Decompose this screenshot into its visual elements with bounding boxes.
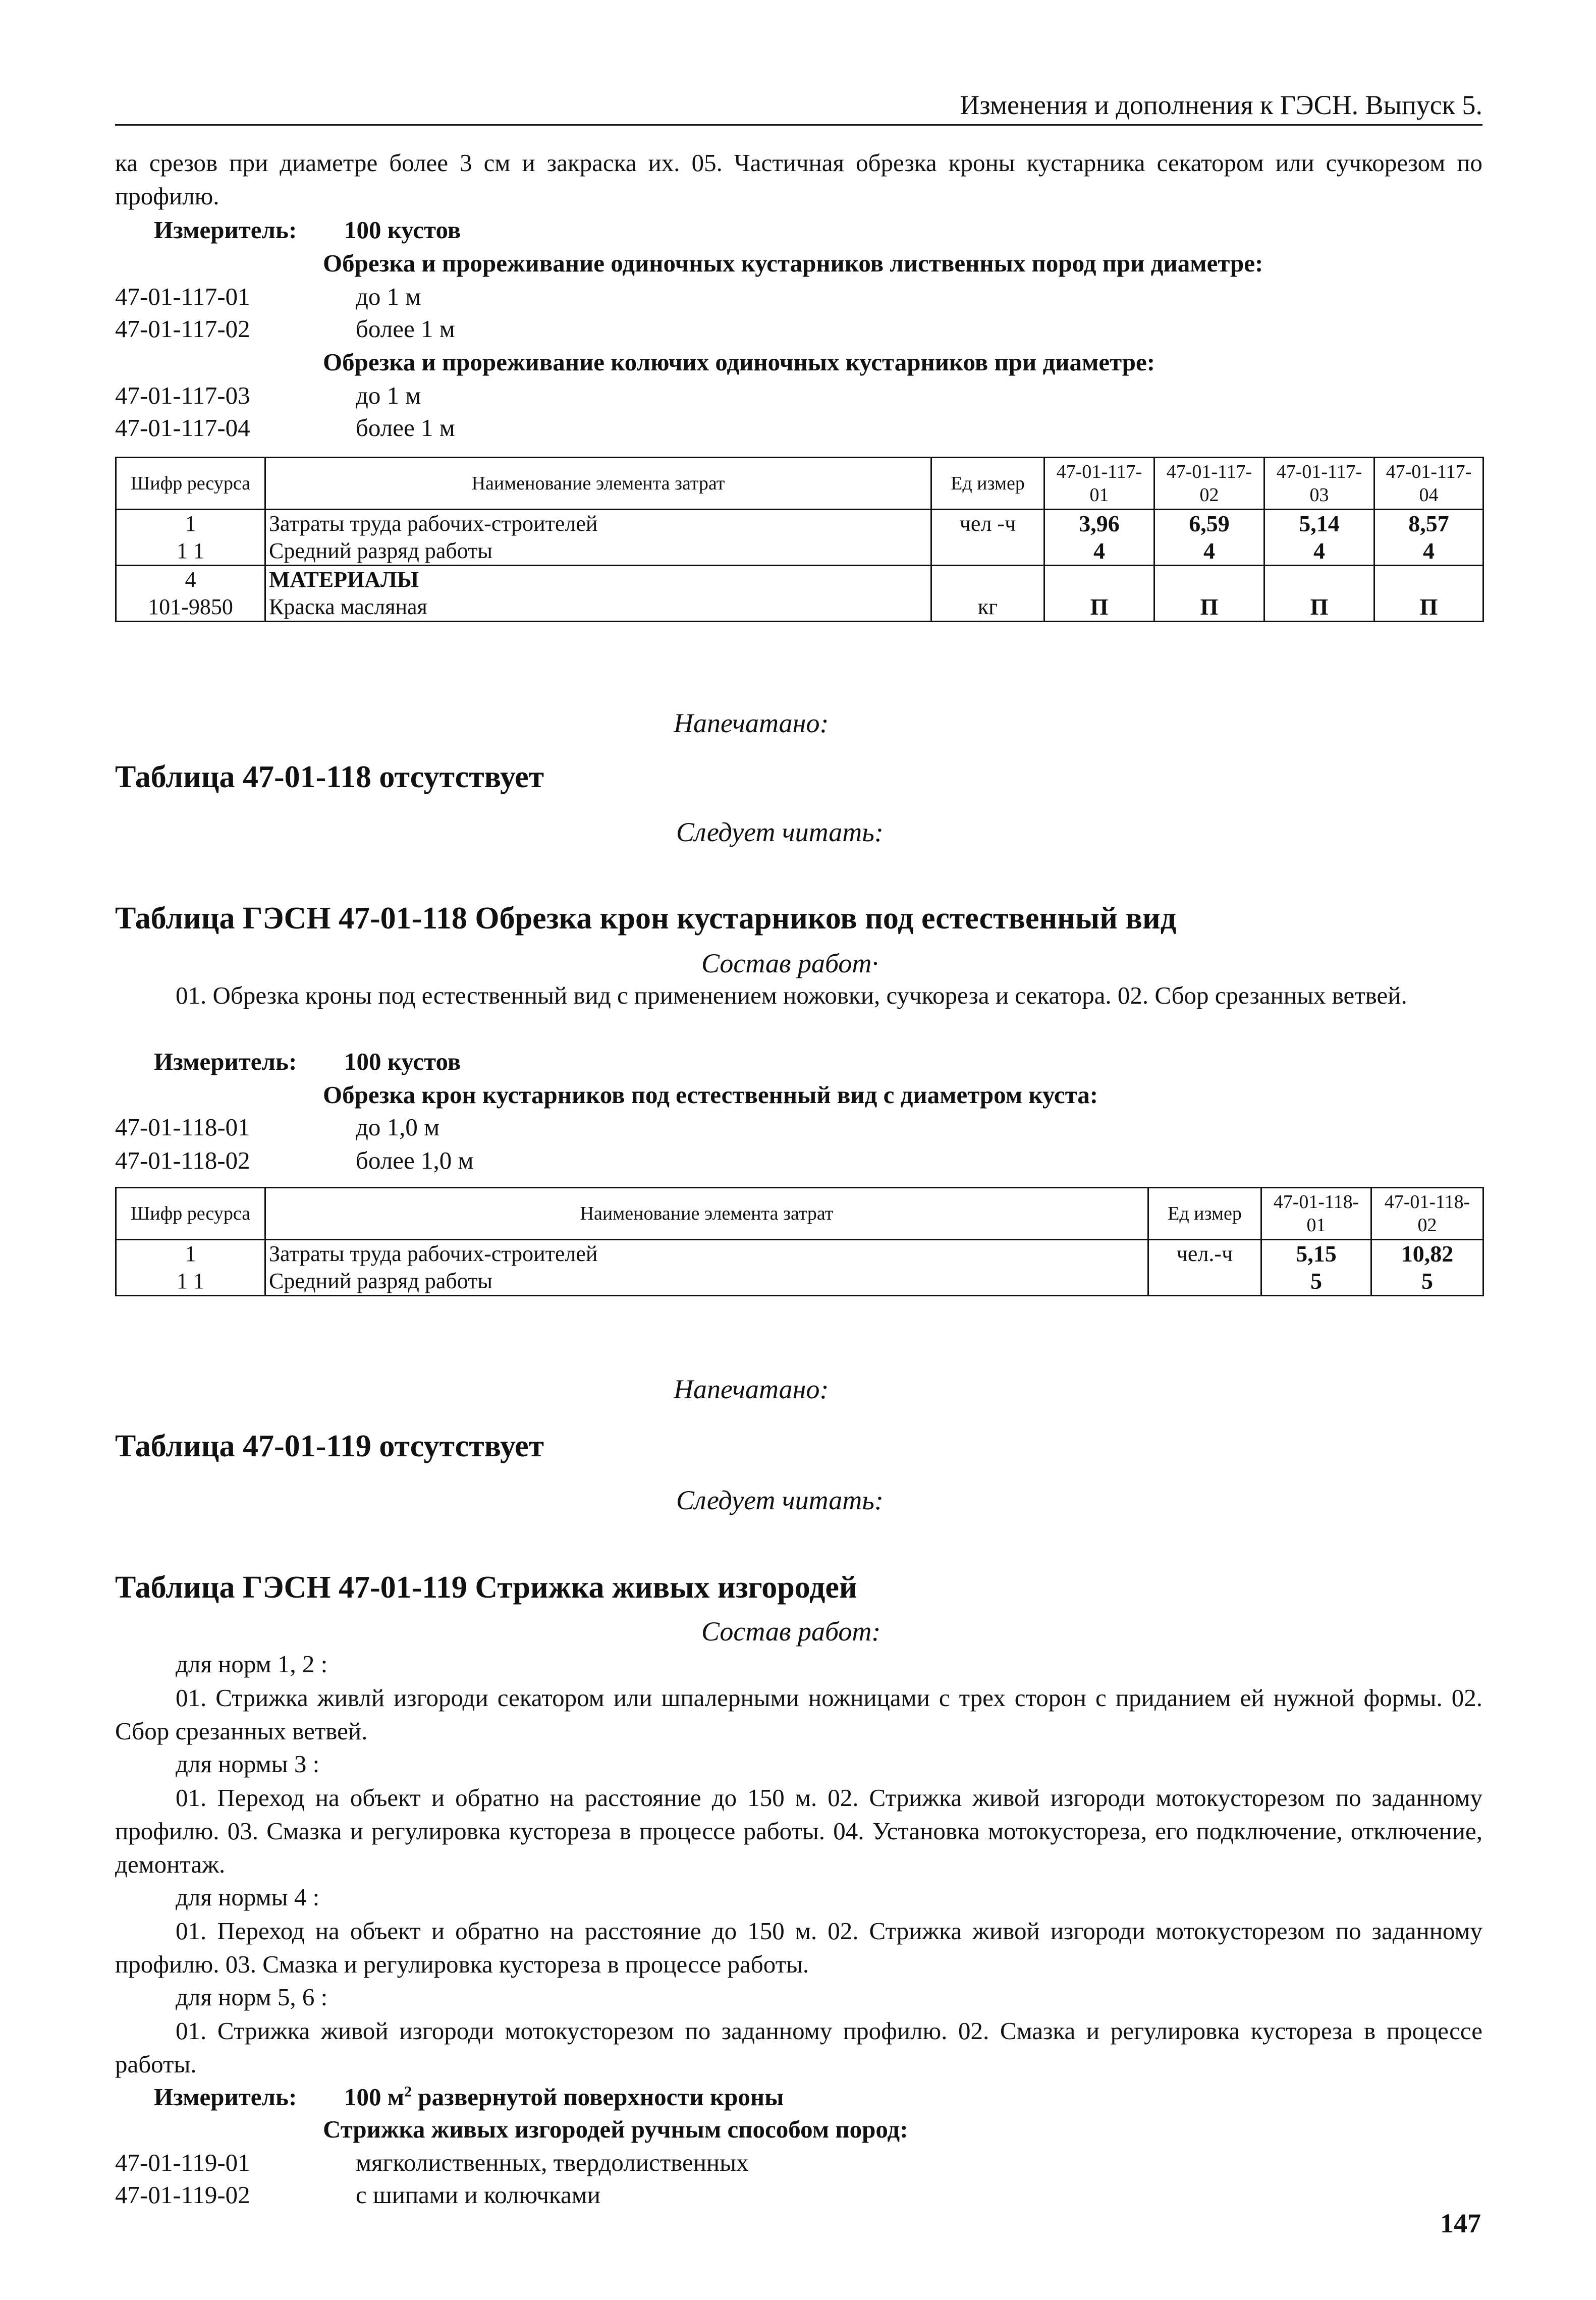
- table-row: [116, 510, 1483, 538]
- cell-value: П: [1374, 593, 1483, 622]
- norm-text: [115, 1681, 1482, 1748]
- cell-value: 4: [1154, 537, 1264, 566]
- cell-value: 4: [1264, 537, 1374, 566]
- cell-unit: [931, 537, 1044, 566]
- composition-label-118: Состав работ·: [701, 948, 878, 978]
- meter-value-119: [344, 2081, 784, 2113]
- column-header: Ед измер: [1148, 1188, 1261, 1240]
- table-header-row: [116, 458, 1483, 510]
- desc-118-02: более 1,0 м: [356, 1146, 474, 1174]
- printed-text-118: Таблица 47-01-118 отсутствует: [115, 760, 544, 794]
- cell-unit: кг: [931, 593, 1044, 622]
- code-118-01: 47-01-118-01: [115, 1113, 250, 1141]
- column-header: Ед измер: [931, 458, 1044, 510]
- norm-label: для нормы 3 :: [176, 1750, 320, 1778]
- cell-value: [1264, 566, 1374, 594]
- code-117-02: 47-01-117-02: [115, 315, 250, 343]
- cell-value: 3,96: [1044, 510, 1154, 538]
- cell-code: 1: [116, 1240, 265, 1268]
- meter-label-119: Измеритель:: [154, 2083, 297, 2111]
- meter-label-117: Измеритель:: [154, 216, 297, 244]
- meter-value-117: 100 кустов: [344, 216, 461, 244]
- norm-text-body: 01. Стрижка живлй изгороди секатором или шпалерными ножницами с трех сторон с приданием ей нужной формы. 02. Сбор срезанных ветвей.: [115, 1684, 1482, 1745]
- desc-117-02: более 1 м: [356, 315, 455, 343]
- printed-label-119: Напечатано:: [674, 1374, 829, 1404]
- cell-unit: [931, 566, 1044, 594]
- cell-name: Средний разряд работы: [265, 537, 931, 566]
- subhead-117-2: Обрезка и прореживание колючих одиночных кустарников при диаметре:: [323, 348, 1155, 376]
- running-header: Изменения и дополнения к ГЭСН. Выпуск 5.: [960, 90, 1482, 120]
- column-header: 47-01-118-02: [1371, 1188, 1483, 1240]
- header-rule: [115, 124, 1482, 126]
- cell-section-title: МАТЕРИАЛЫ: [265, 566, 931, 594]
- desc-119-02: с шипами и колючками: [356, 2181, 600, 2209]
- printed-label-118: Напечатано:: [674, 708, 829, 738]
- desc-117-04: более 1 м: [356, 414, 455, 442]
- resource-table-117: [115, 457, 1484, 622]
- cell-value: П: [1044, 593, 1154, 622]
- norm-text: [115, 1781, 1482, 1881]
- cell-value: 4: [1044, 537, 1154, 566]
- meter-value-sup: 2: [404, 2083, 412, 2100]
- column-header: Наименование элемента затрат: [265, 1188, 1148, 1240]
- cell-name: Затраты труда рабочих-строителей: [265, 1240, 1148, 1268]
- cell-code: 1 1: [116, 1268, 265, 1296]
- cell-code: 1: [116, 510, 265, 538]
- cell-unit: чел -ч: [931, 510, 1044, 538]
- norm-label: для норм 1, 2 :: [176, 1650, 328, 1678]
- cell-name: Затраты труда рабочих-строителей: [265, 510, 931, 538]
- cell-value: 6,59: [1154, 510, 1264, 538]
- column-header: 47-01-118-01: [1261, 1188, 1371, 1240]
- page-number: 147: [1440, 2208, 1481, 2238]
- cell-value: 8,57: [1374, 510, 1483, 538]
- composition-text: 01. Обрезка кроны под естественный вид с применением ножовки, сучкореза и секатора. 02. Сбор срезанных ветвей.: [176, 981, 1407, 1009]
- desc-117-03: до 1 м: [356, 381, 421, 409]
- cell-name: Краска масляная: [265, 593, 931, 622]
- table-title-119: Таблица ГЭСН 47-01-119 Стрижка живых изгородей: [115, 1570, 857, 1605]
- cell-value: [1154, 566, 1264, 594]
- cell-value: П: [1264, 593, 1374, 622]
- subhead-117-1: Обрезка и прореживание одиночных кустарников лиственных пород при диаметре:: [323, 249, 1263, 277]
- column-header: Наименование элемента затрат: [265, 458, 931, 510]
- norm-text: [115, 1914, 1482, 1981]
- cell-code: 1 1: [116, 537, 265, 566]
- cell-value: 10,82: [1371, 1240, 1483, 1268]
- column-header: Шифр ресурса: [116, 458, 265, 510]
- subhead-118: Обрезка крон кустарников под естественный вид с диаметром куста:: [323, 1081, 1098, 1109]
- column-header: 47-01-117-02: [1154, 458, 1264, 510]
- table-row: [116, 537, 1483, 566]
- desc-117-01: до 1 м: [356, 283, 421, 310]
- meter-value-rest: развернутой поверхности кроны: [412, 2083, 784, 2111]
- read-label-119: Следует читать:: [676, 1485, 884, 1515]
- cell-value: 5: [1371, 1268, 1483, 1296]
- norm-text: [115, 2014, 1482, 2081]
- meter-label-118: Измеритель:: [154, 1048, 297, 1075]
- cell-unit: [1148, 1268, 1261, 1296]
- norm-text-body: 01. Переход на объект и обратно на расстояние до 150 м. 02. Стрижка живой изгороди мотокусторезом по заданному профилю. 03. Смазка и регулировка кустореза в процессе работы.: [115, 1917, 1482, 1978]
- desc-119-01: мягколиственных, твердолиственных: [356, 2149, 749, 2176]
- cell-value: П: [1154, 593, 1264, 622]
- table-row: [116, 1268, 1483, 1296]
- table-row: [116, 593, 1483, 622]
- composition-text-118: [115, 979, 1482, 1012]
- code-119-02: 47-01-119-02: [115, 2181, 250, 2209]
- cell-value: 5,15: [1261, 1240, 1371, 1268]
- code-117-01: 47-01-117-01: [115, 283, 250, 310]
- table-row: [116, 1240, 1483, 1268]
- cell-value: [1374, 566, 1483, 594]
- cell-value: 5,14: [1264, 510, 1374, 538]
- resource-table-118: [115, 1187, 1484, 1296]
- column-header: 47-01-117-04: [1374, 458, 1483, 510]
- subhead-119: Стрижка живых изгородей ручным способом пород:: [323, 2115, 908, 2143]
- intro-paragraph: ка срезов при диаметре более 3 см и закраска их. 05. Частичная обрезка кроны кустарника секатором или сучкорезом по профилю.: [115, 149, 1482, 210]
- meter-value-main: 100 м: [344, 2083, 405, 2111]
- column-header: 47-01-117-01: [1044, 458, 1154, 510]
- cell-value: 4: [1374, 537, 1483, 566]
- table-title-118: Таблица ГЭСН 47-01-118 Обрезка крон кустарников под естественный вид: [115, 901, 1177, 936]
- cell-code: 4: [116, 566, 265, 594]
- read-label-118: Следует читать:: [676, 817, 884, 847]
- code-118-02: 47-01-118-02: [115, 1146, 250, 1174]
- printed-text-119: Таблица 47-01-119 отсутствует: [115, 1429, 544, 1463]
- code-119-01: 47-01-119-01: [115, 2149, 250, 2176]
- desc-118-01: до 1,0 м: [356, 1113, 440, 1141]
- table-row: [116, 566, 1483, 594]
- composition-label-119: Состав работ:: [701, 1616, 881, 1647]
- cell-code: 101-9850: [116, 593, 265, 622]
- meter-value-118: 100 кустов: [344, 1048, 461, 1075]
- column-header: 47-01-117-03: [1264, 458, 1374, 510]
- cell-name: Средний разряд работы: [265, 1268, 1148, 1296]
- norm-text-body: 01. Переход на объект и обратно на расстояние до 150 м. 02. Стрижка живой изгороди мотокусторезом по заданному профилю. 03. Смазка и регулировка кустореза в процессе работы. 04. Установка мотокустореза, его подключение, отключение, демонтаж.: [115, 1784, 1482, 1878]
- norm-text-body: 01. Стрижка живой изгороди мотокусторезом по заданному профилю. 02. Смазка и регулировка кустореза в процессе работы.: [115, 2017, 1482, 2078]
- cell-value: 5: [1261, 1268, 1371, 1296]
- column-header: Шифр ресурса: [116, 1188, 265, 1240]
- norm-label: для нормы 4 :: [176, 1883, 320, 1911]
- table-header-row: [116, 1188, 1483, 1240]
- code-117-03: 47-01-117-03: [115, 381, 250, 409]
- cell-value: [1044, 566, 1154, 594]
- code-117-04: 47-01-117-04: [115, 414, 250, 442]
- norm-label: для норм 5, 6 :: [176, 1983, 328, 2011]
- cell-unit: чел.-ч: [1148, 1240, 1261, 1268]
